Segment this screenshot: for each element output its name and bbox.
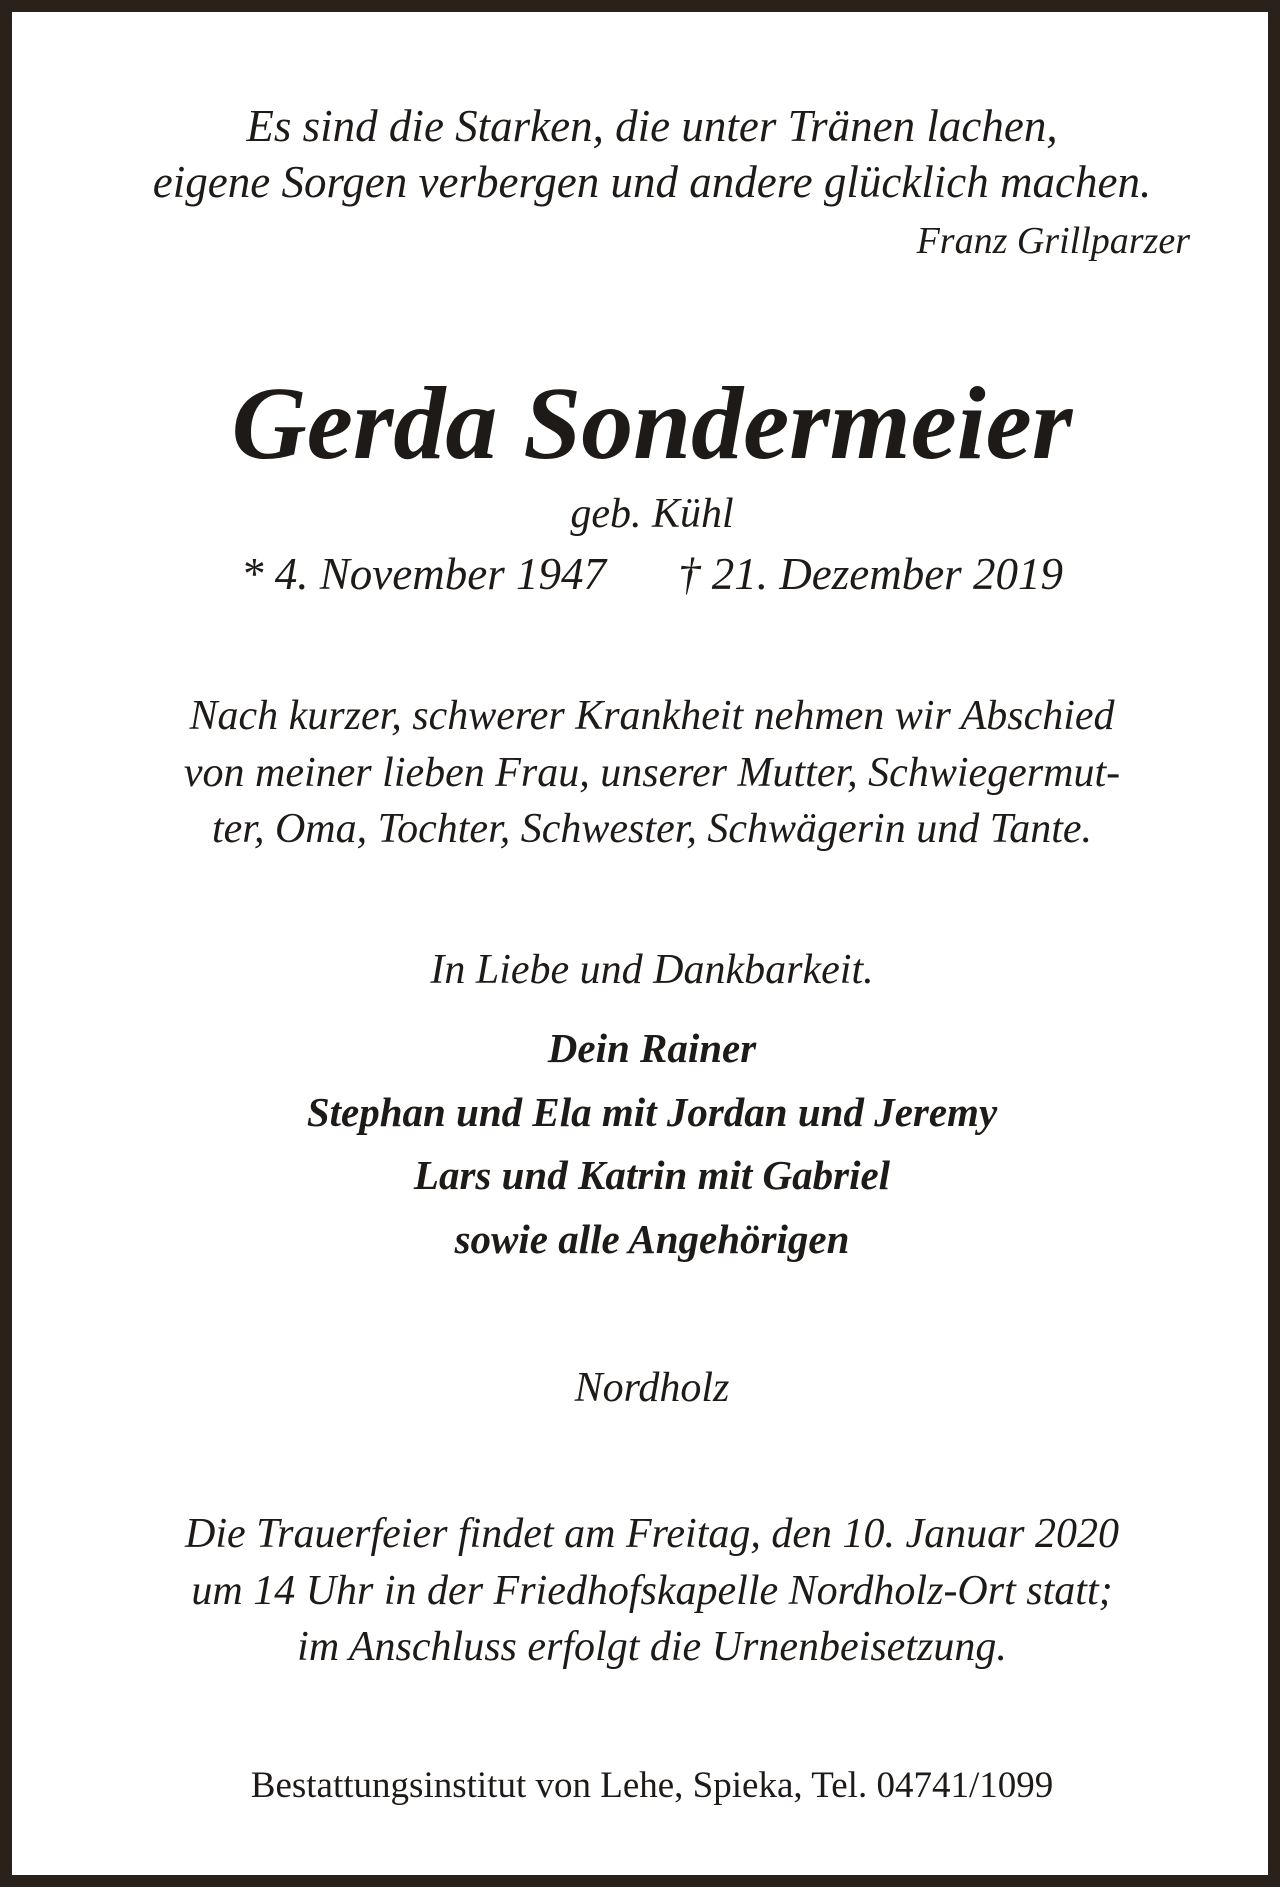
mourner-line: Stephan und Ela mit Jordan und Jeremy	[306, 1089, 998, 1135]
mourner-line: Dein Rainer	[547, 1025, 757, 1071]
birth-name: geb. Kühl	[570, 491, 734, 537]
service-line-2: um 14 Uhr in der Friedhofskapelle Nordholz-Ort statt;	[191, 1568, 1113, 1614]
funeral-home: Bestattungsinstitut von Lehe, Spieka, Tel. 04741/1099	[250, 1765, 1054, 1806]
deceased-name: Gerda Sondermeier	[231, 366, 1073, 481]
farewell-line-2: von meiner lieben Frau, unserer Mutter, Schwiegermut-	[183, 750, 1121, 796]
place: Nordholz	[574, 1365, 730, 1411]
motto-author: Franz Grillparzer	[916, 220, 1190, 262]
motto-line-2: eigene Sorgen verbergen und andere glücklich machen.	[152, 157, 1152, 207]
life-dates	[12, 548, 1280, 600]
farewell-line-3: ter, Oma, Tochter, Schwester, Schwägerin und Tante.	[211, 806, 1093, 852]
motto-line-1: Es sind die Starken, die unter Tränen lachen,	[246, 101, 1058, 151]
mourner-line: sowie alle Angehörigen	[454, 1216, 850, 1262]
closing-text: In Liebe und Dankbarkeit.	[430, 947, 874, 993]
farewell-line-1: Nach kurzer, schwerer Krankheit nehmen wir Abschied	[189, 693, 1115, 739]
service-line-1: Die Trauerfeier findet am Freitag, den 10. Januar 2020	[184, 1511, 1119, 1557]
birth-date: * 4. November 1947	[241, 549, 606, 599]
mourner-line: Lars und Katrin mit Gabriel	[413, 1152, 891, 1198]
death-date: † 21. Dezember 2019	[678, 549, 1063, 599]
service-line-3: im Anschluss erfolgt die Urnenbeisetzung.	[297, 1624, 1007, 1670]
